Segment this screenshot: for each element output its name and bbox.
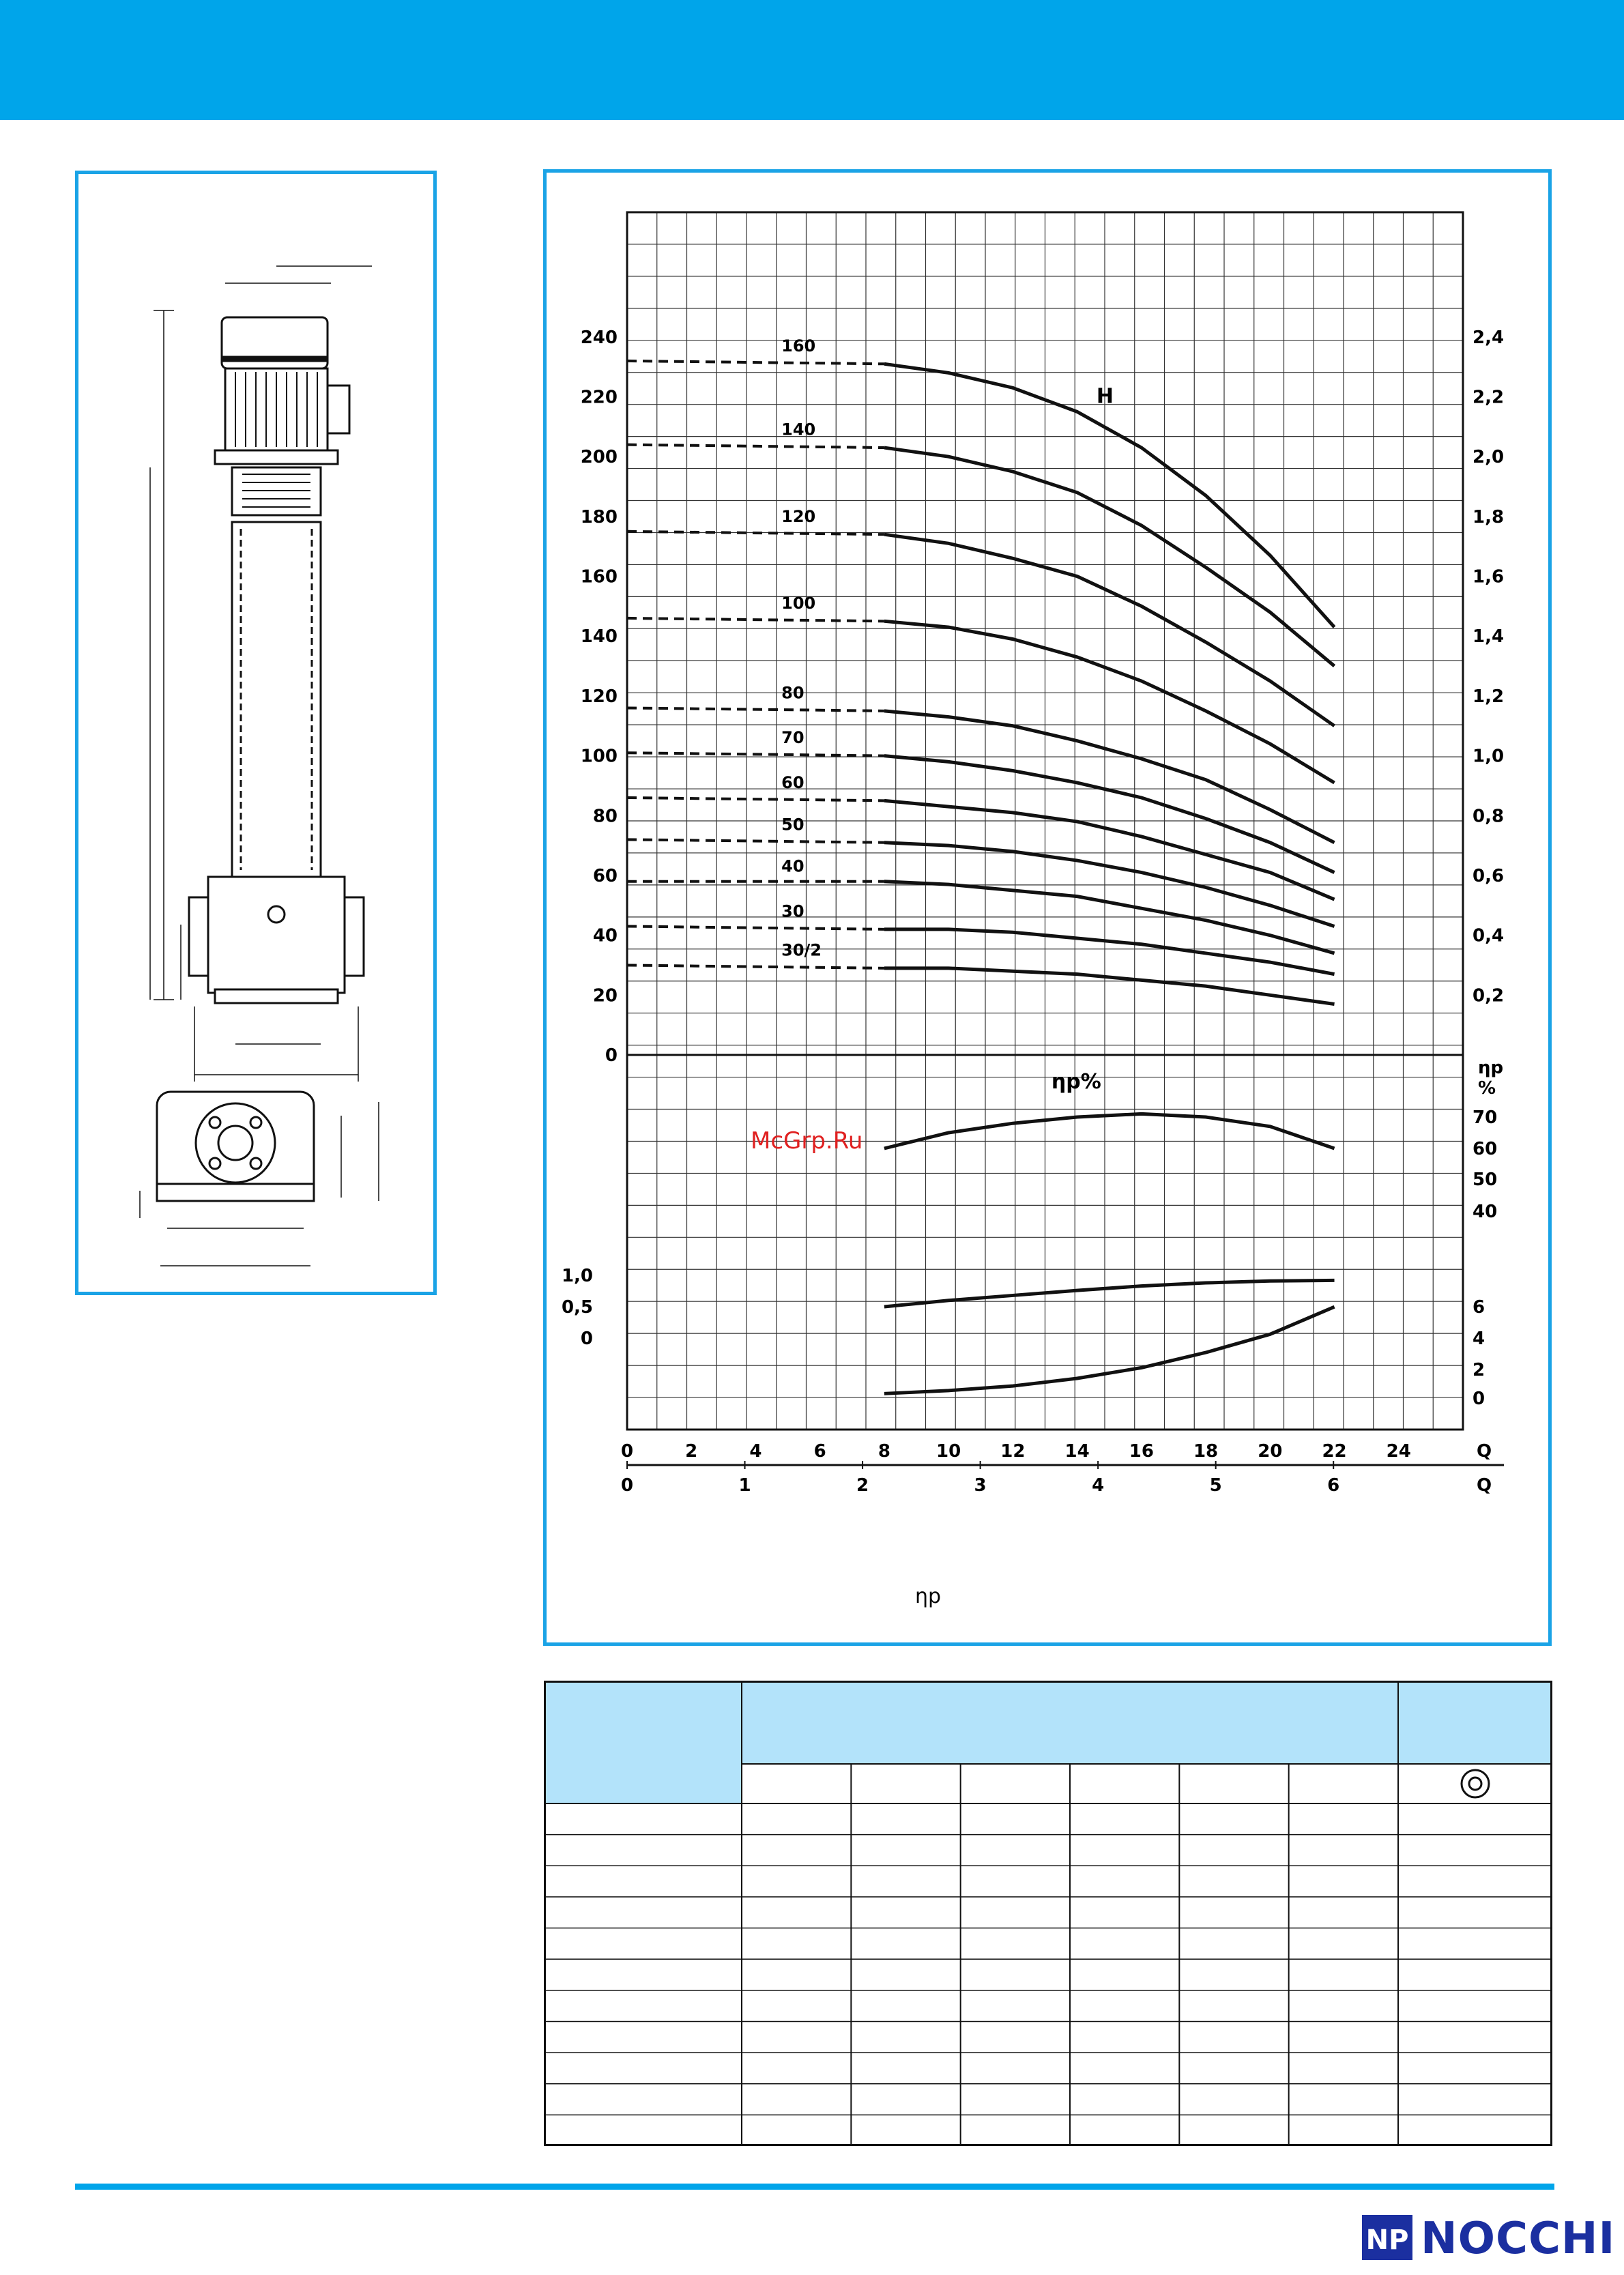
- eff-axis-unit: %: [1478, 1078, 1496, 1099]
- head-curve-140: [884, 448, 1335, 666]
- eff-tick-label: 70: [1473, 1107, 1498, 1128]
- npsh-tick-label: 2: [1473, 1360, 1485, 1380]
- eta-note: ηp: [915, 1584, 942, 1608]
- watermark-text: McGrp.Ru: [751, 1127, 863, 1155]
- x2-tick-label: 4: [1092, 1475, 1105, 1496]
- header-band: [0, 0, 1624, 120]
- y-tick-label: 100: [580, 746, 618, 767]
- head-curve-dashed: [627, 361, 884, 364]
- eff-axis-label: ηp: [1478, 1058, 1504, 1078]
- curve-label: 30/2: [781, 940, 822, 960]
- npsh-curve: [884, 1307, 1335, 1393]
- y2-tick-label: 0,4: [1473, 925, 1505, 946]
- x2-tick-label: 5: [1209, 1475, 1222, 1496]
- x-tick-label: 4: [749, 1441, 762, 1462]
- y-tick-label: 140: [580, 626, 618, 648]
- x-tick-label: 16: [1129, 1441, 1154, 1462]
- specification-table: [544, 1681, 1552, 2146]
- x-axis-label: Q: [1477, 1441, 1492, 1462]
- y2-tick-label: 2,0: [1473, 447, 1505, 468]
- y2-tick-label: 0,8: [1473, 806, 1505, 827]
- svg-text:NP: NP: [1365, 2225, 1409, 2256]
- performance-chart-panel: [543, 169, 1552, 1646]
- power-tick-label: 1,0: [561, 1266, 593, 1286]
- x2-tick-label: 3: [974, 1475, 987, 1496]
- npsh-tick-label: 0: [1473, 1389, 1485, 1409]
- y-tick-label: 0: [605, 1045, 618, 1066]
- y2-tick-label: 1,4: [1473, 626, 1505, 648]
- pump-diagram-icon: [78, 174, 433, 1292]
- x-tick-label: 18: [1193, 1441, 1219, 1462]
- y-tick-label: 240: [580, 327, 618, 348]
- y2-tick-label: 2,2: [1473, 387, 1505, 408]
- head-curve-dashed: [627, 926, 884, 929]
- y-tick-label: 180: [580, 506, 618, 527]
- y2-tick-label: 1,2: [1473, 686, 1505, 707]
- curve-label: 70: [781, 728, 804, 748]
- head-curve-30/2: [884, 968, 1335, 1004]
- efficiency-curve: [884, 1114, 1335, 1148]
- efficiency-label: ηp%: [1051, 1070, 1101, 1094]
- x-tick-label: 14: [1064, 1441, 1090, 1462]
- table-head-cell: [742, 1682, 1398, 1764]
- y-tick-label: 80: [592, 806, 618, 827]
- y-tick-label: 60: [592, 865, 618, 886]
- x-tick-label: 12: [1000, 1441, 1026, 1462]
- x-tick-label: 2: [685, 1441, 698, 1462]
- power-curve: [884, 1280, 1335, 1307]
- head-curve-100: [884, 621, 1335, 783]
- y2-tick-label: 0,2: [1473, 985, 1505, 1006]
- head-curve-dashed: [627, 708, 884, 710]
- y2-tick-label: 2,4: [1473, 327, 1505, 348]
- np-logo-icon: [1361, 2211, 1415, 2264]
- curve-label: 30: [781, 901, 804, 921]
- x2-axis-label: Q: [1477, 1475, 1492, 1496]
- curve-label: 100: [781, 593, 816, 613]
- curve-label: 80: [781, 683, 804, 703]
- y-tick-label: 120: [580, 686, 618, 707]
- y-tick-label: 20: [592, 985, 618, 1006]
- head-curve-dashed: [627, 965, 884, 968]
- eff-tick-label: 60: [1473, 1139, 1498, 1159]
- head-curve-80: [884, 711, 1335, 843]
- x-tick-label: 0: [620, 1441, 634, 1462]
- npsh-tick-label: 4: [1473, 1329, 1485, 1349]
- performance-chart: [547, 173, 1548, 1642]
- y2-tick-label: 0,6: [1473, 865, 1505, 886]
- head-curve-dashed: [627, 753, 884, 755]
- curve-label: 140: [781, 420, 816, 439]
- curve-label: 120: [781, 506, 816, 526]
- y2-tick-label: 1,8: [1473, 506, 1505, 527]
- y-tick-label: 40: [592, 925, 618, 946]
- curve-label: 40: [781, 856, 804, 876]
- x-tick-label: 10: [936, 1441, 961, 1462]
- x2-tick-label: 1: [738, 1475, 751, 1496]
- x-tick-label: 8: [878, 1441, 890, 1462]
- head-curve-dashed: [627, 839, 884, 842]
- x-tick-label: 22: [1322, 1441, 1347, 1462]
- eff-tick-label: 40: [1473, 1202, 1498, 1222]
- y-tick-label: 220: [580, 387, 618, 408]
- x2-tick-label: 2: [856, 1475, 869, 1496]
- head-curve-dashed: [627, 798, 884, 800]
- pump-drawing-panel: [75, 171, 437, 1295]
- x2-tick-label: 6: [1327, 1475, 1340, 1496]
- table-grid: [544, 1681, 1552, 2146]
- power-tick-label: 0,5: [561, 1297, 593, 1318]
- brand-name: NOCCHI: [1421, 2214, 1616, 2264]
- head-label: H: [1096, 384, 1114, 409]
- x-tick-label: 20: [1258, 1441, 1283, 1462]
- footer-rule: [75, 2184, 1554, 2190]
- power-tick-label: 0: [580, 1329, 593, 1349]
- npsh-tick-label: 6: [1473, 1297, 1485, 1318]
- x-tick-label: 6: [813, 1441, 826, 1462]
- curve-label: 50: [781, 815, 804, 835]
- curve-label: 160: [781, 336, 816, 356]
- nocchi-logo: [1361, 2211, 1616, 2264]
- y2-tick-label: 1,6: [1473, 566, 1505, 588]
- head-curve-120: [884, 534, 1335, 726]
- table-head-cell: [1398, 1682, 1551, 1764]
- eff-tick-label: 50: [1473, 1170, 1498, 1190]
- x2-tick-label: 0: [620, 1475, 634, 1496]
- y2-tick-label: 1,0: [1473, 746, 1505, 767]
- x-tick-label: 24: [1386, 1441, 1411, 1462]
- head-curve-70: [884, 756, 1335, 873]
- y-tick-label: 200: [580, 447, 618, 468]
- table-head-cell: [545, 1682, 742, 1803]
- y-tick-label: 160: [580, 566, 618, 588]
- head-curve-dashed: [627, 445, 884, 448]
- head-curve-dashed: [627, 618, 884, 621]
- curve-label: 60: [781, 772, 804, 792]
